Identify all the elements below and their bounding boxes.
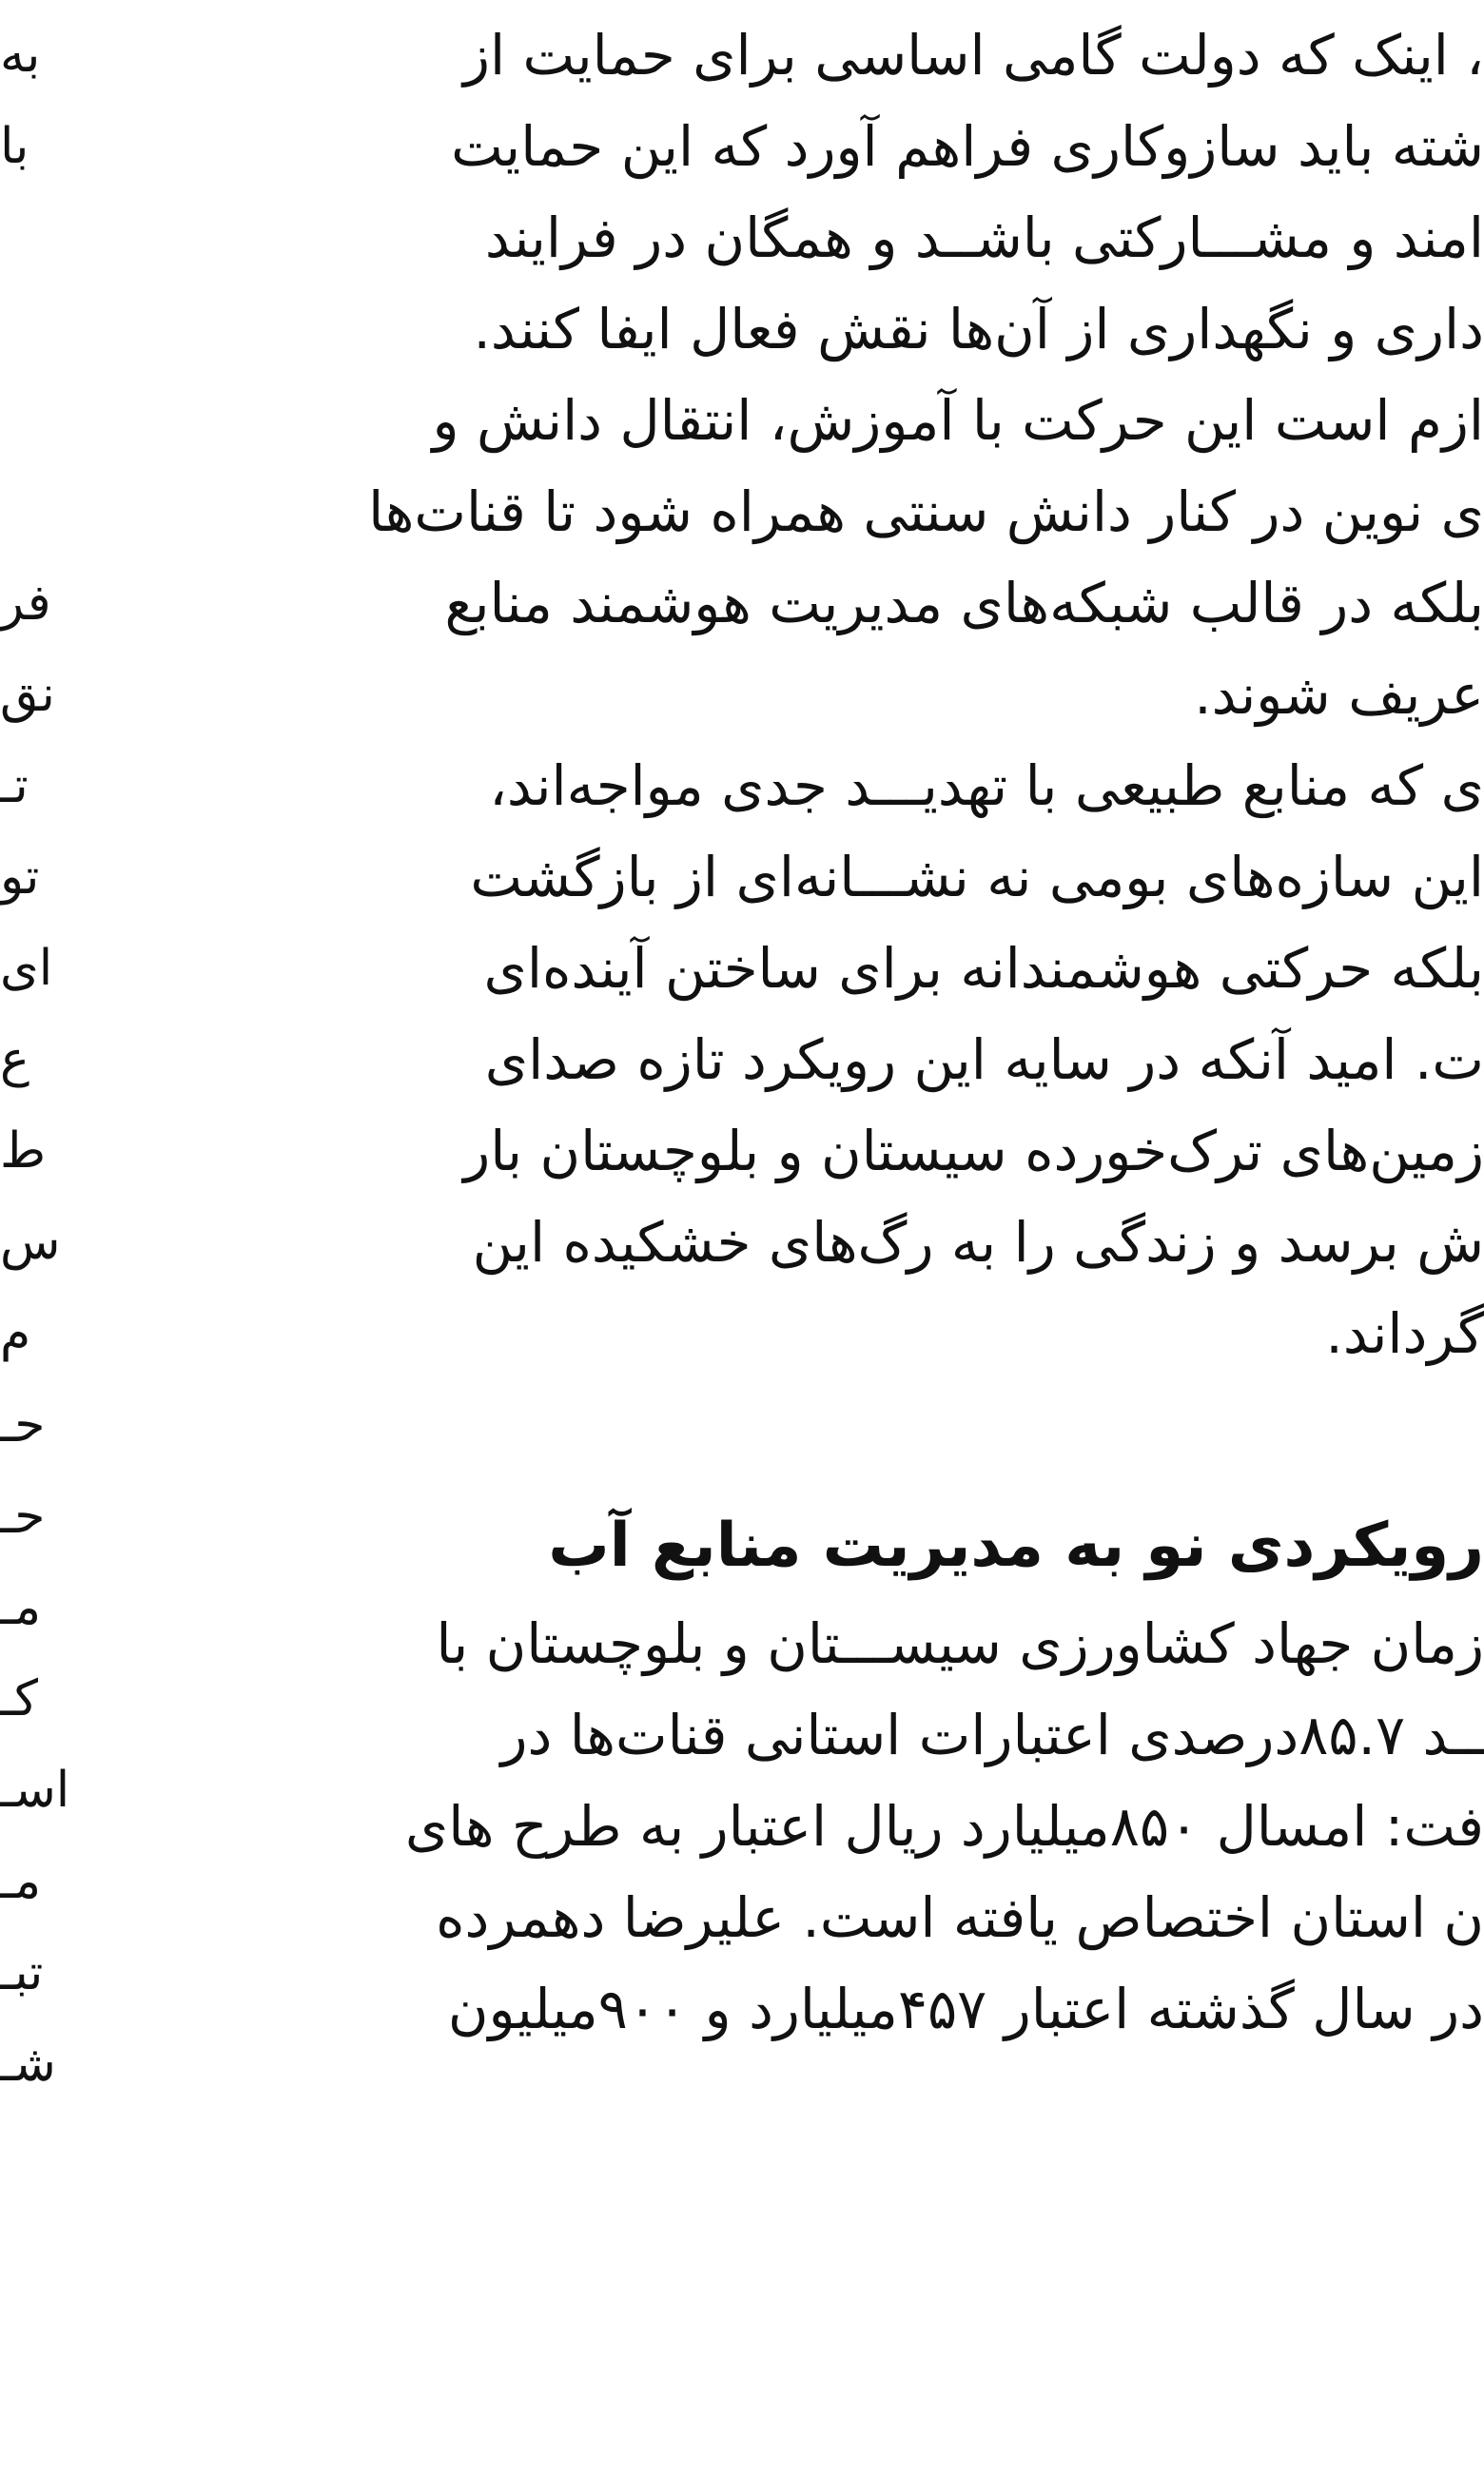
text-line-fragment: مـ (0, 1579, 42, 1636)
text-line: امند و مشـــارکتی باشــد و همگان در فرایند (484, 205, 1484, 270)
text-line-fragment: فر (0, 575, 51, 632)
text-line-fragment: تـ (0, 757, 29, 814)
paragraph (162, 740, 1484, 1379)
text-line-fragment: م (0, 1305, 31, 1362)
text-line-fragment: ط (0, 1122, 47, 1180)
text-line: ت. امید آنکه در سایه این رویکرد تازه صدای (484, 1027, 1484, 1092)
text-line-fragment: با (0, 118, 29, 175)
text-line: این سازه‌های بومی نه نشـــانه‌ای از بازگشت (470, 845, 1484, 909)
text-line-fragment: حـ (0, 1488, 46, 1545)
text-line-fragment: کـ (0, 1670, 38, 1727)
text-line-fragment: نق (0, 666, 55, 723)
main-text-column (162, 10, 1484, 2055)
text-line: ن استان اختصاص یافته است. علیرضا دهمرده (436, 1885, 1484, 1950)
text-line: بلکه در قالب شبکه‌های مدیریت هوشمند منابع (444, 571, 1484, 635)
text-line-fragment: س (0, 1214, 61, 1271)
text-line: ی نوین در کنار دانش سنتی همراه شود تا قنات‌ها (368, 479, 1484, 544)
text-line: گرداند. (1325, 1301, 1484, 1366)
text-line: زمان جهاد کشاورزی سیســـتان و بلوچستان با (436, 1611, 1484, 1676)
text-line-fragment: به (0, 27, 41, 84)
text-line-fragment: ای (0, 940, 53, 997)
paragraph (162, 1598, 1484, 2055)
text-line: در سال گذشته اعتبار ۴۵۷میلیارد و ۹۰۰میلیون (447, 1977, 1484, 2041)
text-line-fragment: شـ (0, 2036, 56, 2093)
text-line: فت: امسال ۸۵۰میلیارد ریال اعتبار به طرح های (404, 1794, 1484, 1859)
section-heading: رویکردی نو به مدیریت منابع آب (548, 1511, 1484, 1581)
text-line: ازم است این حرکت با آموزش، انتقال دانش و (432, 388, 1484, 453)
text-line: ش برسد و زندگی را به رگ‌های خشکیده این (472, 1210, 1484, 1275)
text-line: ی که منابع طبیعی با تهدیـــد جدی مواجه‌اند، (489, 753, 1484, 818)
text-line: بلکه حرکتی هوشمندانه برای ساختن آینده‌ای (483, 936, 1484, 1001)
text-line: عریف شوند. (1194, 662, 1484, 727)
text-line: ، اینک که دولت گامی اساسی برای حمایت از (463, 23, 1484, 88)
text-line-fragment: حـ (0, 1396, 46, 1453)
text-line-fragment: مـ (0, 1853, 42, 1910)
text-line: ــد ۸۵.۷درصدی اعتبارات استانی قنات‌ها در (500, 1703, 1484, 1767)
text-line-fragment: تو (0, 848, 40, 906)
paragraph (162, 10, 1484, 740)
text-line: شته باید سازوکاری فراهم آورد که این حمایت (451, 114, 1484, 179)
left-adjacent-column (0, 10, 105, 2477)
text-line-fragment: اسـ (0, 1762, 70, 1819)
text-line-fragment: تبـ (0, 1944, 44, 2001)
text-line-fragment: ع (0, 1031, 30, 1088)
text-line: داری و نگهداری از آن‌ها نقش فعال ایفا کنند. (473, 297, 1484, 361)
text-line: زمین‌های ترک‌خورده سیستان و بلوچستان بار (463, 1119, 1484, 1183)
